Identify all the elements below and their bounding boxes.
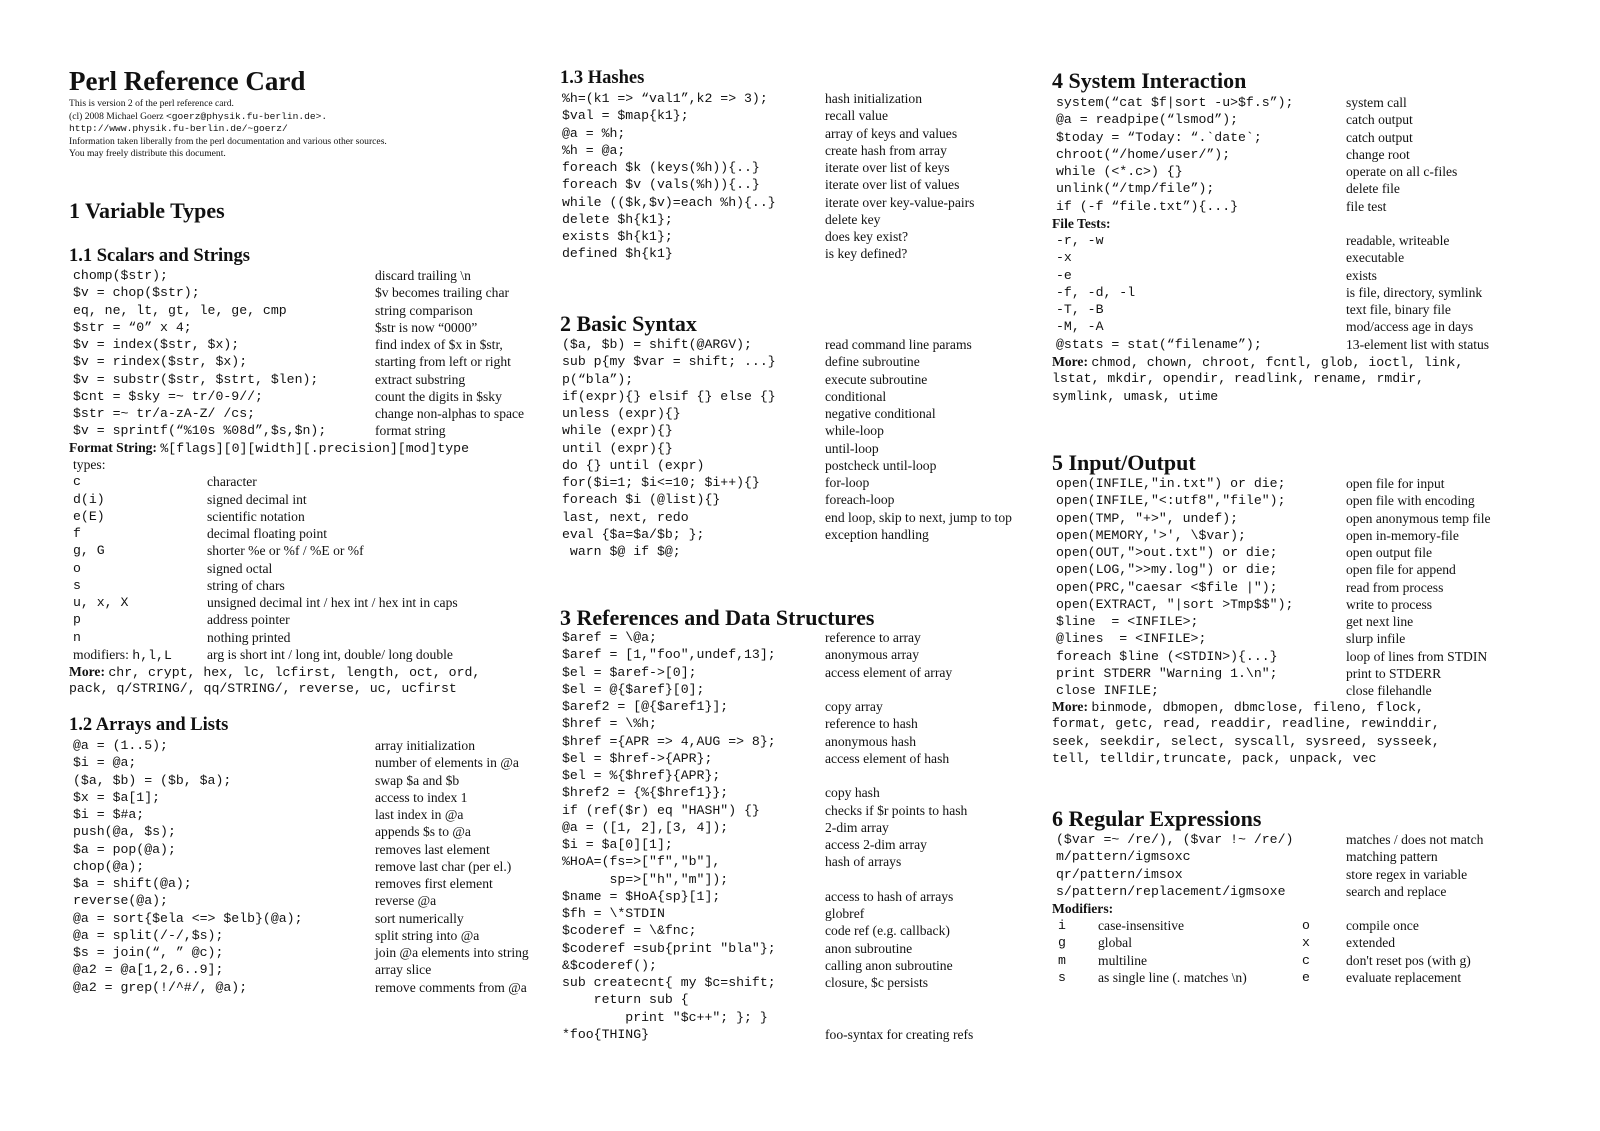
table-row: g, G shorter %e or %f / %E or %f <box>73 543 364 559</box>
table-row: open(LOG,">>my.log") or die; open file for append <box>1056 562 1456 578</box>
table-row: %HoA=(fs=>["f","b"], hash of arrays <box>562 854 902 870</box>
table-row: $str =~ tr/a-zA-Z/ /cs; change non-alphas to space <box>73 406 525 421</box>
io-table <box>1056 475 1596 699</box>
table-row: if(expr){} elsif {} else {} conditional <box>562 388 887 404</box>
table-row: $v = chop($str); $v becomes trailing char <box>73 285 509 301</box>
table-row: @a = sort{$ela <=> $elb}(@a); sort numerically <box>73 910 464 926</box>
section-3-title: 3 References and Data Structures <box>560 605 875 630</box>
types-label: types: <box>73 457 106 472</box>
table-row: open(PRC,"caesar <$file |"); read from process <box>1056 579 1444 595</box>
section-5-title: 5 Input/Output <box>1052 450 1196 475</box>
table-row: close INFILE; close filehandle <box>1056 683 1432 698</box>
table-row: do {} until (expr) postcheck until-loop <box>562 457 937 473</box>
table-row: return sub { <box>562 992 689 1008</box>
version-line: This is version 2 of the perl reference card. <box>69 98 234 109</box>
table-row: f decimal floating point <box>73 526 328 541</box>
table-row: @stats = stat(“filename”); 13-element list with status <box>1056 336 1490 352</box>
table-row: last, next, redo end loop, skip to next, jump to top <box>562 509 1012 525</box>
table-row: modifiers: h,l,L arg is short int / long int, double/ long double <box>73 646 453 663</box>
format-string-line: Format String: %[flags][0][width][.precision][mod]type <box>69 440 470 456</box>
file-tests-table <box>1056 232 1596 353</box>
info-line: Information taken liberally from the perl documentation and various other sources. <box>69 135 387 147</box>
distribute-line: You may freely distribute this document. <box>69 148 226 159</box>
table-row: @lines = <INFILE>; slurp infile <box>1056 631 1406 647</box>
table-row: p(“bla”); execute subroutine <box>562 371 928 387</box>
table-row: $v = substr($str, $strt, $len); extract substring <box>73 371 466 387</box>
table-row: unlink(“/tmp/file”); delete file <box>1056 181 1400 197</box>
table-row: $str = “0” x 4; $str is now “0000” <box>73 319 478 335</box>
table-row: eq, ne, lt, gt, le, ge, cmp string comparison <box>73 302 473 318</box>
table-row: $i = @a; number of elements in @a <box>73 755 519 771</box>
table-row: while (<*.c>) {} operate on all c-files <box>1056 164 1458 179</box>
table-row: d(i) signed decimal int <box>73 491 307 507</box>
table-row: -r, -w readable, writeable <box>1056 233 1450 248</box>
regex-modifiers-label-row <box>1052 900 1592 917</box>
table-row: @a = readpipe(“lsmod”); catch output <box>1056 112 1413 128</box>
syntax-table <box>562 336 1052 560</box>
table-row: -x executable <box>1056 250 1405 266</box>
section-4-title: 4 System Interaction <box>1052 68 1247 93</box>
table-row: @a = (1..5); array initialization <box>73 738 476 753</box>
table-row: $i = $a[0][1]; access 2-dim array <box>562 837 927 852</box>
table-row: $aref2 = [@{$aref1}]; copy array <box>562 699 883 714</box>
table-row: chop(@a); remove last char (per el.) <box>73 858 512 874</box>
table-row: $el = $aref->[0]; access element of array <box>562 664 953 680</box>
table-row: sp=>["h","m"]); <box>562 871 729 887</box>
table-row: c character <box>73 474 257 490</box>
system-more: More: chmod, chown, chroot, fcntl, glob, ioctl, link, lstat, mkdir, opendir, readlink, rename, rmdir, symlink, umask, utime <box>1052 354 1464 404</box>
table-row: $v = index($str, $x); find index of $x in $str, <box>73 337 503 352</box>
regex-modifiers-label: Modifiers: <box>1052 901 1114 916</box>
section-1-title: 1 Variable Types <box>69 198 225 223</box>
table-row: qr/pattern/imsox store regex in variable <box>1056 866 1468 882</box>
table-row: open(EXTRACT, "|sort >Tmp$$"); write to process <box>1056 596 1433 612</box>
table-row: s/pattern/replacement/igmsoxe search and replace <box>1056 883 1447 899</box>
table-row: m multiline c don't reset pos (with g) <box>1058 952 1471 968</box>
table-row: foreach $i (@list){} foreach-loop <box>562 492 895 508</box>
table-row: $href2 = {%{$href1}}; copy hash <box>562 785 880 801</box>
section-6-title: 6 Regular Expressions <box>1052 806 1262 831</box>
table-row: p address pointer <box>73 612 290 628</box>
table-row: while (($k,$v)=each %h){..} iterate over key-value-pairs <box>562 194 975 210</box>
table-row: if (-f “file.txt”){...} file test <box>1056 198 1387 214</box>
table-row: delete $h{k1}; delete key <box>562 211 881 227</box>
table-row: $x = $a[1]; access to index 1 <box>73 789 468 805</box>
table-row: open(MEMORY,'>', \$var); open in-memory-file <box>1056 527 1459 543</box>
table-row: g global x extended <box>1058 935 1396 951</box>
table-row: sub createcnt{ my $c=shift; closure, $c persists <box>562 975 929 990</box>
table-row: chroot(“/home/user/”); change root <box>1056 146 1410 162</box>
table-row: -T, -B text file, binary file <box>1056 302 1451 317</box>
author-url: http://www.physik.fu-berlin.de/~goerz/ <box>69 123 288 134</box>
table-row: &$coderef(); calling anon subroutine <box>562 957 953 973</box>
table-row: for($i=1; $i<=10; $i++){} for-loop <box>562 475 870 490</box>
section-1-2-title: 1.2 Arrays and Lists <box>69 715 229 735</box>
table-row: defined $h{k1} is key defined? <box>562 246 908 262</box>
table-row: $a = pop(@a); removes last element <box>73 841 490 857</box>
regex-table <box>1056 831 1596 900</box>
table-row: open(TMP, "+>", undef); open anonymous temp file <box>1056 510 1491 526</box>
table-row: open(OUT,">out.txt") or die; open output file <box>1056 545 1433 560</box>
table-row: $v = sprintf(“%10s %08d”,$s,$n); format string <box>73 423 446 439</box>
scalars-more: More: chr, crypt, hex, lc, lcfirst, length, oct, ord, pack, q/STRING/, qq/STRING/, reverse, uc, ucfirst <box>69 664 481 697</box>
table-row: -M, -A mod/access age in days <box>1056 319 1474 335</box>
arrays-table <box>73 737 553 996</box>
table-row: m/pattern/igmsoxc matching pattern <box>1056 849 1438 865</box>
system-table <box>1056 94 1596 215</box>
page-title: Perl Reference Card <box>69 66 306 96</box>
table-row: $el = $href->{APR}; access element of hash <box>562 750 950 766</box>
table-row: $coderef = \&fnc; code ref (e.g. callback) <box>562 923 950 939</box>
scalars-table <box>73 267 553 440</box>
table-row: $val = $map{k1}; recall value <box>562 108 889 124</box>
table-row: s string of chars <box>73 577 285 593</box>
table-row: %h = @a; create hash from array <box>562 142 947 158</box>
table-row: exists $h{k1}; does key exist? <box>562 229 909 244</box>
table-row: reverse(@a); reverse @a <box>73 893 437 909</box>
table-row: @a2 = @a[1,2,6..9]; array slice <box>73 962 432 978</box>
table-row: $fh = \*STDIN globref <box>562 906 865 921</box>
table-row: $href ={APR => 4,AUG => 8}; anonymous hash <box>562 733 916 749</box>
table-row: @a = %h; array of keys and values <box>562 125 958 141</box>
table-row: until (expr){} until-loop <box>562 440 879 456</box>
table-row: open(INFILE,"<:utf8","file"); open file with encoding <box>1056 493 1475 509</box>
table-row: n nothing printed <box>73 629 291 645</box>
section-1-1-title: 1.1 Scalars and Strings <box>69 246 250 266</box>
table-row: $name = $HoA{sp}[1]; access to hash of arrays <box>562 888 954 904</box>
table-row: i case-insensitive o compile once <box>1058 918 1419 933</box>
table-row: @a2 = grep(!/^#/, @a); remove comments from @a <box>73 979 527 995</box>
table-row: ($a, $b) = shift(@ARGV); read command line params <box>562 337 972 352</box>
author-email: <goerz@physik.fu-berlin.de>. <box>165 110 328 122</box>
format-types-table <box>73 456 553 663</box>
table-row: $v = rindex($str, $x); starting from left or right <box>73 354 511 370</box>
table-row: e(E) scientific notation <box>73 508 305 524</box>
table-row: push(@a, $s); appends $s to @a <box>73 824 471 840</box>
table-row: sub p{my $var = shift; ...} define subroutine <box>562 354 920 370</box>
table-row: unless (expr){} negative conditional <box>562 406 936 421</box>
section-1-3-title: 1.3 Hashes <box>560 68 645 88</box>
table-row: $line = <INFILE>; get next line <box>1056 614 1414 629</box>
table-row: $href = \%h; reference to hash <box>562 716 918 732</box>
table-row: while (expr){} while-loop <box>562 423 884 439</box>
references-table <box>562 629 1052 1043</box>
table-row: $aref = \@a; reference to array <box>562 630 921 645</box>
table-row: open(INFILE,"in.txt") or die; open file for input <box>1056 476 1445 491</box>
table-row: $a = shift(@a); removes first element <box>73 876 493 891</box>
io-more: More: binmode, dbmopen, dbmclose, fileno, flock, format, getc, read, readdir, readline, rewinddir, seek, seekdir, select, syscall, sysreed, sysseek, tell, telldir,truncate, pack, unpack, vec <box>1052 699 1440 766</box>
table-row: warn $@ if $@; <box>562 544 681 559</box>
header-meta <box>69 98 387 161</box>
table-row: u, x, X unsigned decimal int / hex int / hex int in caps <box>73 595 458 610</box>
table-row: -e exists <box>1056 267 1377 283</box>
table-row: @a = split(/-/,$s); split string into @a <box>73 927 480 943</box>
table-row: $i = $#a; last index in @a <box>73 807 464 822</box>
table-row: ($a, $b) = ($b, $a); swap $a and $b <box>73 772 460 788</box>
file-tests-label: File Tests: <box>1052 216 1111 231</box>
file-tests-label-row <box>1052 215 1592 232</box>
table-row: -f, -d, -l is file, directory, symlink <box>1056 284 1483 300</box>
table-row: print STDERR "Warning 1.\n"; print to STDERR <box>1056 665 1442 681</box>
table-row: print "$c++"; }; } <box>562 1009 768 1025</box>
table-row: eval {$a=$a/$b; }; exception handling <box>562 526 929 542</box>
table-row: s as single line (. matches \n) e evaluate replacement <box>1058 969 1462 985</box>
table-row: chomp($str); discard trailing \n <box>73 268 471 283</box>
table-row: if (ref($r) eq "HASH") {} checks if $r points to hash <box>562 802 968 818</box>
regex-modifiers-table <box>1052 917 1592 986</box>
section-2-title: 2 Basic Syntax <box>560 311 697 336</box>
table-row: $coderef =sub{print "bla"}; anon subroutine <box>562 940 913 956</box>
table-row: %h=(k1 => “val1”,k2 => 3); hash initialization <box>562 91 923 106</box>
table-row: $s = join(“, ” @c); join @a elements into string <box>73 945 529 960</box>
table-row: $aref = [1,"foo",undef,13]; anonymous array <box>562 647 919 663</box>
table-row: foreach $v (vals(%h)){..} iterate over list of values <box>562 177 960 193</box>
table-row: system(“cat $f|sort -u>$f.s”); system call <box>1056 95 1407 110</box>
hashes-table <box>562 90 1052 263</box>
table-row: @a = ([1, 2],[3, 4]); 2-dim array <box>562 819 889 835</box>
table-row: foreach $k (keys(%h)){..} iterate over list of keys <box>562 160 950 175</box>
copyright-line: (cl) 2008 Michael Goerz <goerz@physik.fu-berlin.de>. <box>69 110 328 122</box>
table-row: $el = %{$href}{APR}; <box>562 768 721 783</box>
table-row: $el = @{$aref}[0]; <box>562 681 705 697</box>
table-row: $today = “Today: “.`date`; catch output <box>1056 129 1413 145</box>
table-row: *foo{THING} foo-syntax for creating refs <box>562 1026 974 1042</box>
table-row: foreach $line (<STDIN>){...} loop of lines from STDIN <box>1056 648 1488 664</box>
table-row: $cnt = $sky =~ tr/0-9//; count the digits in $sky <box>73 388 502 404</box>
table-row: o signed octal <box>73 560 273 576</box>
table-row: ($var =~ /re/), ($var !~ /re/) matches / does not match <box>1056 832 1484 847</box>
